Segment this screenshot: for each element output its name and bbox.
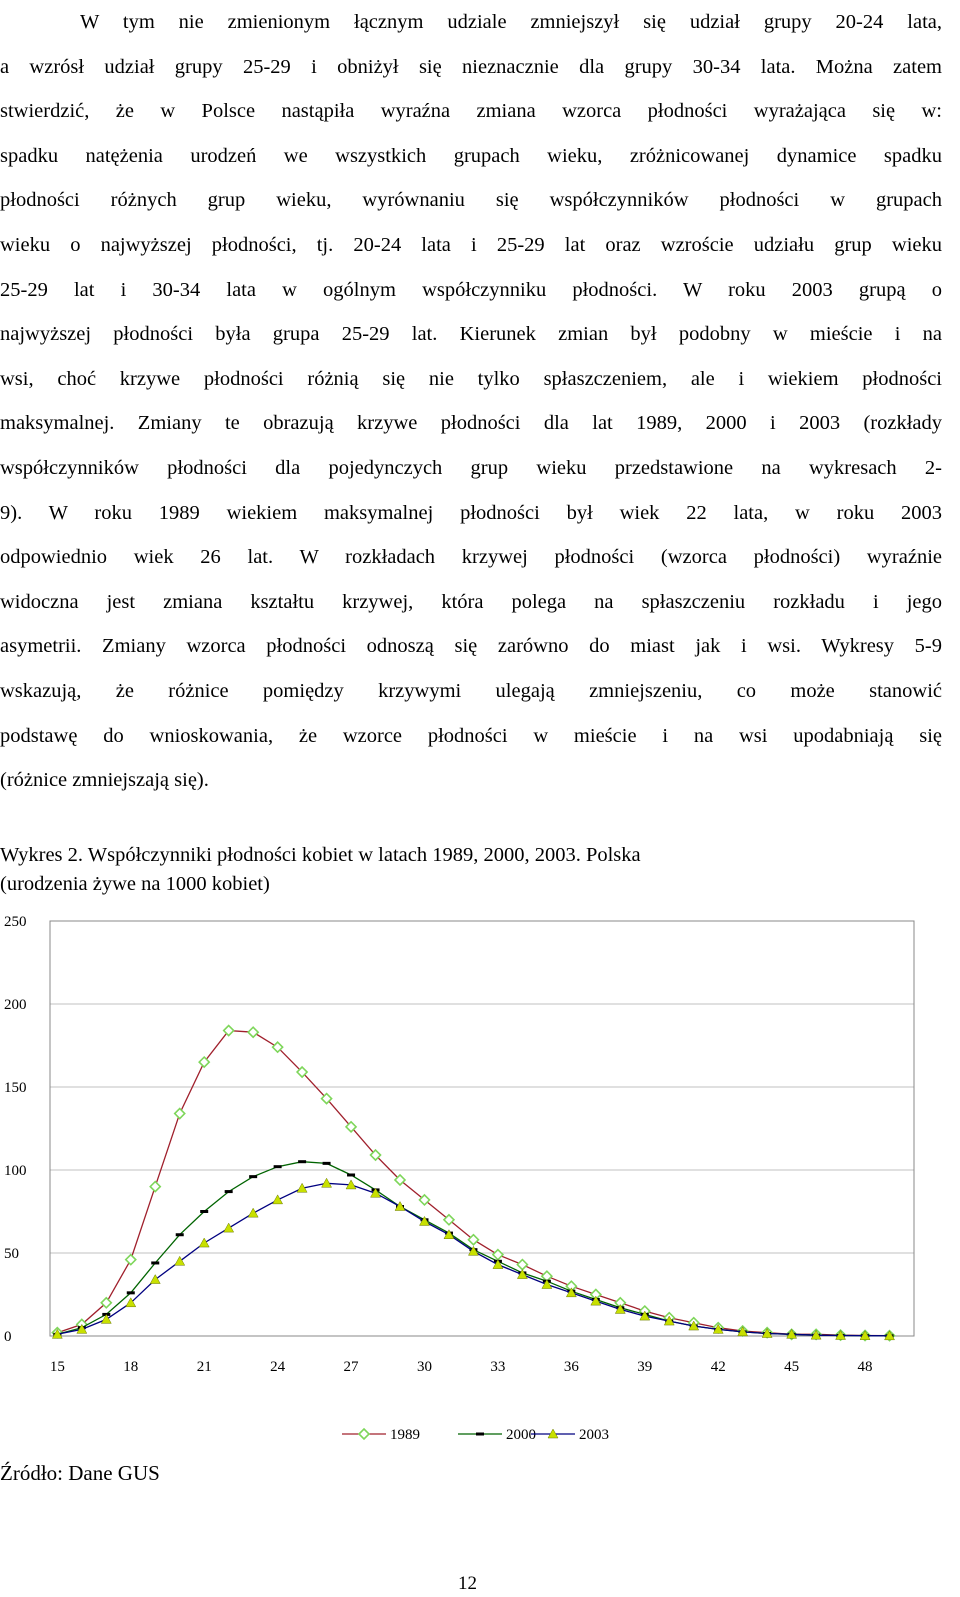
data-point [127,1291,135,1294]
legend-item-1989 [342,1427,420,1443]
paragraph-line: odpowiednio wiek 26 lat. W rozkładach krzywej płodności (wzorca płodności) wyraźnie [0,546,942,569]
x-tick-label: 36 [563,1359,579,1375]
x-tick-label: 15 [49,1359,65,1375]
x-tick-label: 21 [196,1359,212,1375]
data-point [249,1175,257,1178]
data-point [199,1238,209,1247]
paragraph-line: podstawę do wnioskowania, że wzorce płodności w mieście i na wsi upodabniają się [0,724,942,747]
legend-label: 2003 [579,1427,609,1443]
paragraph-line: współczynników płodności dla pojedynczych grup wieku przedstawione na wykresach 2- [0,456,942,479]
y-tick-label: 150 [4,1080,27,1096]
paragraph-line: spadku natężenia urodzeń we wszystkich grupach wieku, zróżnicowanej dynamice spadku [0,144,942,167]
data-point [150,1275,160,1284]
x-tick-label: 42 [710,1359,726,1375]
x-tick-label: 18 [123,1359,139,1375]
data-point [176,1233,184,1236]
chart-legend [342,1427,609,1443]
data-point [517,1260,527,1270]
paragraph-line: 25-29 lat i 30-34 lata w ogólnym współczynniku płodności. W roku 2003 grupą o [0,278,942,301]
legend-label: 1989 [390,1427,420,1443]
data-point [322,1178,332,1187]
paragraph-line: wieku o najwyższej płodności, tj. 20-24 lata i 25-29 lat oraz wzroście udziału grup wieku [0,233,942,256]
series-1989 [52,1026,894,1341]
legend-item-2003 [531,1427,609,1443]
data-point [151,1261,159,1264]
data-point [126,1255,136,1265]
paragraph-line: najwyższej płodności była grupa 25-29 lat. Kierunek zmian był podobny w mieście i na [0,323,942,346]
paragraph-line: asymetrii. Zmiany wzorca płodności odnoszą się zarówno do miast jak i wsi. Wykresy 5-9 [0,635,942,658]
legend-label: 2000 [506,1427,536,1443]
data-point [175,1109,185,1119]
body-paragraph [0,0,942,803]
paragraph-line: a wzrósł udział grupy 25-29 i obniżył się nieznacznie dla grupy 30-34 lata. Można zatem [0,55,942,78]
paragraph-line: wsi, choć krzywe płodności różnią się nie tylko spłaszczeniem, ale i wiekiem płodności [0,367,942,390]
y-tick-label: 200 [4,997,27,1013]
series-line-2003 [57,1183,889,1336]
data-point [175,1256,185,1265]
y-axis-ticks [4,914,27,1345]
plot-area-frame [50,921,914,1336]
chart-gridlines [50,1004,914,1253]
data-point [298,1160,306,1163]
y-tick-label: 250 [4,914,27,930]
paragraph-line: stwierdzić, że w Polsce nastąpiła wyraźna zmiana wzorca płodności wyrażająca się w: [0,100,942,123]
legend-marker [359,1429,369,1439]
paragraph-line: maksymalnej. Zmiany te obrazują krzywe płodności dla lat 1989, 2000 i 2003 (rozkłady [0,412,942,435]
data-point [224,1223,234,1232]
data-point [248,1208,258,1217]
paragraph-line: (różnice zmniejszają się). [0,769,209,792]
data-point [273,1195,283,1204]
data-point [274,1165,282,1168]
data-point [248,1027,258,1037]
x-tick-label: 30 [416,1359,432,1375]
legend-item-2000 [458,1427,536,1443]
data-point [225,1190,233,1193]
caption-line-1: Wykres 2. Współczynniki płodności kobiet w latach 1989, 2000, 2003. Polska [0,844,641,866]
y-tick-label: 50 [4,1246,19,1262]
series-2003 [52,1178,894,1340]
data-point [224,1026,234,1036]
paragraph-line: widoczna jest zmiana kształtu krzywej, która polega na spłaszczeniu rozkładu i jego [0,590,942,613]
data-point [150,1182,160,1192]
data-point [347,1173,355,1176]
x-tick-label: 45 [784,1359,800,1375]
y-tick-label: 0 [4,1329,12,1345]
data-point [323,1162,331,1165]
x-axis-ticks [50,1359,873,1375]
y-tick-label: 100 [4,1163,27,1179]
x-tick-label: 39 [637,1359,653,1375]
paragraph-line: płodności różnych grup wieku, wyrównaniu się współczynników płodności w grupach [0,189,942,212]
series-line-1989 [57,1031,889,1336]
data-point [493,1250,503,1260]
fertility-line-chart [0,905,942,1450]
caption-line-2: (urodzenia żywe na 1000 kobiet) [0,873,270,895]
paragraph-line: 9). W roku 1989 wiekiem maksymalnej płodności był wiek 22 lata, w roku 2003 [0,501,942,524]
source-note: Źródło: Dane GUS [0,1461,160,1485]
chart-series [52,1026,894,1341]
paragraph-line: wskazują, że różnice pomiędzy krzywymi ulegają zmniejszeniu, co może stanowić [0,679,942,702]
data-point [200,1210,208,1213]
figure-caption [0,841,942,899]
legend-marker [476,1433,484,1436]
x-tick-label: 33 [490,1359,506,1375]
x-tick-label: 27 [343,1359,359,1375]
page-number: 12 [458,1573,477,1594]
x-tick-label: 48 [857,1359,873,1375]
paragraph-line: W tym nie zmienionym łącznym udziale zmniejszył się udział grupy 20-24 lata, [80,11,942,33]
x-tick-label: 24 [270,1359,286,1375]
